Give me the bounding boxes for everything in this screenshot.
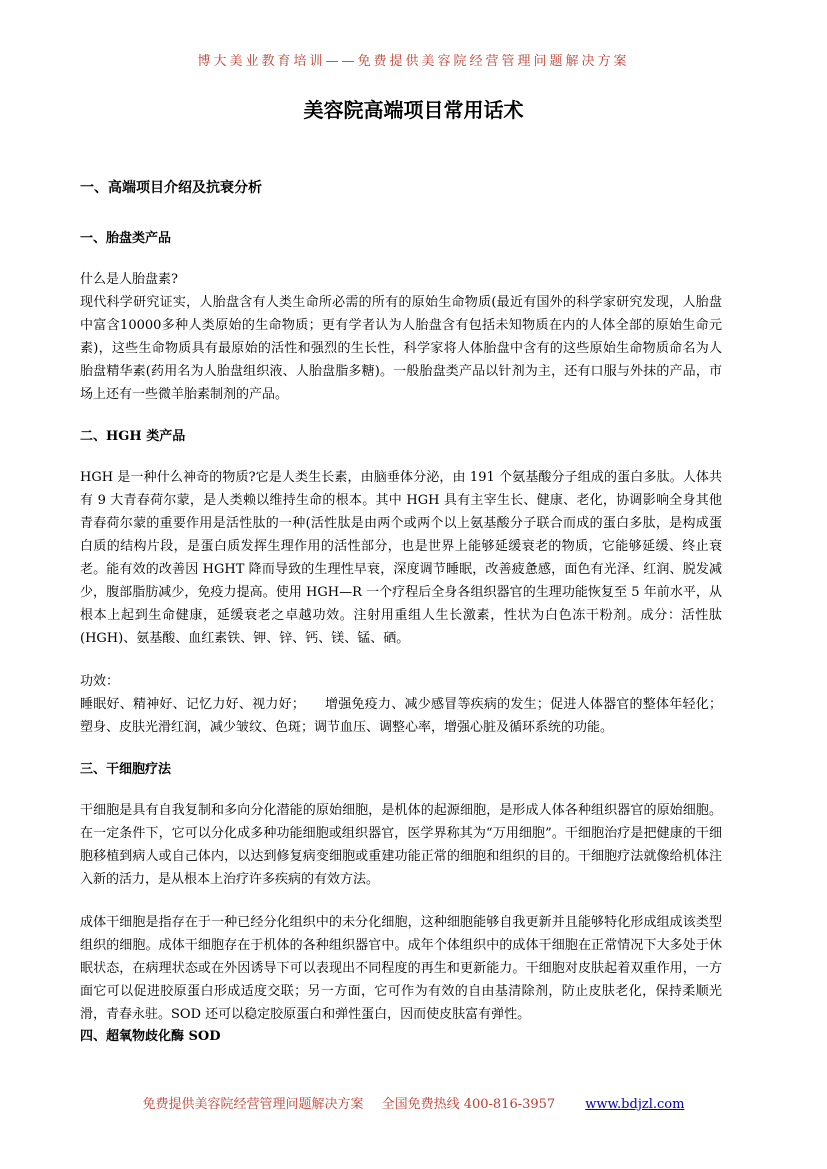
- footer-website-link[interactable]: www.bdjzl.com: [585, 1097, 685, 1112]
- page-footer: [0, 1093, 827, 1112]
- section-heading-high-end: 一、高端项目介绍及抗衰分析: [80, 180, 262, 196]
- hgh-effect-paragraph: 睡眠好、精神好、记忆力好、视力好； 增强免疫力、减少感冒等疾病的发生；促进人体器官的整体年轻化；塑身、皮肤光滑红润，减少皱纹、色斑；调节血压、调整心率，增强心脏及循环系统的功能。: [80, 697, 722, 735]
- footer-slogan: 免费提供美容院经营管理问题解决方案: [142, 1097, 364, 1112]
- footer-hotline: 全国免费热线 400-816-3957: [381, 1097, 556, 1112]
- placenta-question: 什么是人胎盘素?: [80, 272, 178, 287]
- page-header: 博大美业教育培训——免费提供美容院经营管理问题解决方案: [197, 54, 630, 69]
- subsection-heading-placenta: 一、胎盘类产品: [80, 231, 172, 246]
- hgh-effect-label: 功效：: [80, 674, 120, 689]
- subsection-heading-hgh: 二、HGH 类产品: [80, 429, 186, 444]
- subsection-heading-stem-cell: 三、干细胞疗法: [80, 762, 172, 777]
- placenta-paragraph: 现代科学研究证实，人胎盘含有人类生命所必需的所有的原始生命物质(最近有国外的科学家研究发现，人胎盘中富含10000多种人类原始的生命物质；更有学者认为人胎盘含有包括未知物质在内的人体全部的原始生命元素)，这些生命物质具有最原始的活性和强烈的生长性，科学家将人体胎盘中含有的这些原始生命物质命名为人胎盘精华素(药用名为人胎盘组织液、人胎盘脂多糖)。一般胎盘类产品以针剂为主，还有口服与外抹的产品，市场上还有一些微羊胎素制剂的产品。: [80, 295, 722, 402]
- subsection-heading-sod: 四、超氧物歧化酶 SOD: [80, 1029, 221, 1044]
- document-title: 美容院高端项目常用话术: [303, 98, 524, 122]
- stem-cell-paragraph-1: 干细胞是具有自我复制和多向分化潜能的原始细胞，是机体的起源细胞，是形成人体各种组织器官的原始细胞。在一定条件下，它可以分化成多种功能细胞或组织器官，医学界称其为“万用细胞”。干细胞治疗是把健康的干细胞移植到病人或自己体内，以达到修复病变细胞或重建功能正常的细胞和组织的目的。干细胞疗法就像给机体注入新的活力，是从根本上治疗许多疾病的有效方法。: [80, 803, 722, 887]
- document-body: [80, 176, 722, 1048]
- hgh-paragraph: HGH 是一种什么神奇的物质?它是人类生长素，由脑垂体分泌，由 191 个氨基酸分子组成的蛋白多肽。人体共有 9 大青春荷尔蒙，是人类赖以维持生命的根本。其中 HGH 具有主宰生长、健康、老化，协调影响全身其他青春荷尔蒙的重要作用是活性肽的一种(活性肽是由两个或两个以上氨基酸分子联合而成的蛋白多肽，是构成蛋白质的结构片段，是蛋白质发挥生理作用的活性部分，也是世界上能够延缓衰老的物质，它能够延缓、终止衰老。能有效的改善因 HGHT 降而导致的生理性早衰，深度调节睡眠，改善疲惫感，面色有光泽、红润、脱发减少，腹部脂肪减少，免疫力提高。使用 HGH—R 一个疗程后全身各组织器官的生理功能恢复至 5 年前水平，从根本上起到生命健康，延缓衰老之卓越功效。注射用重组人生长激素，性状为白色冻干粉剂。成分：活性肽(HGH)、氨基酸、血红素铁、钾、锌、钙、镁、锰、硒。: [80, 470, 722, 646]
- stem-cell-paragraph-2: 成体干细胞是指存在于一种已经分化组织中的未分化细胞，这种细胞能够自我更新并且能够特化形成组成该类型组织的细胞。成体干细胞存在于机体的各种组织器官中。成年个体组织中的成体干细胞在正常情况下大多处于休眠状态，在病理状态或在外因诱导下可以表现出不同程度的再生和更新能力。干细胞对皮肤起着双重作用，一方面它可以促进胶原蛋白形成适度交联；另一方面，它可作为有效的自由基清除剂，防止皮肤老化，保持柔顺光滑，青春永驻。SOD 还可以稳定胶原蛋白和弹性蛋白，因而使皮肤富有弹性。: [80, 915, 722, 1022]
